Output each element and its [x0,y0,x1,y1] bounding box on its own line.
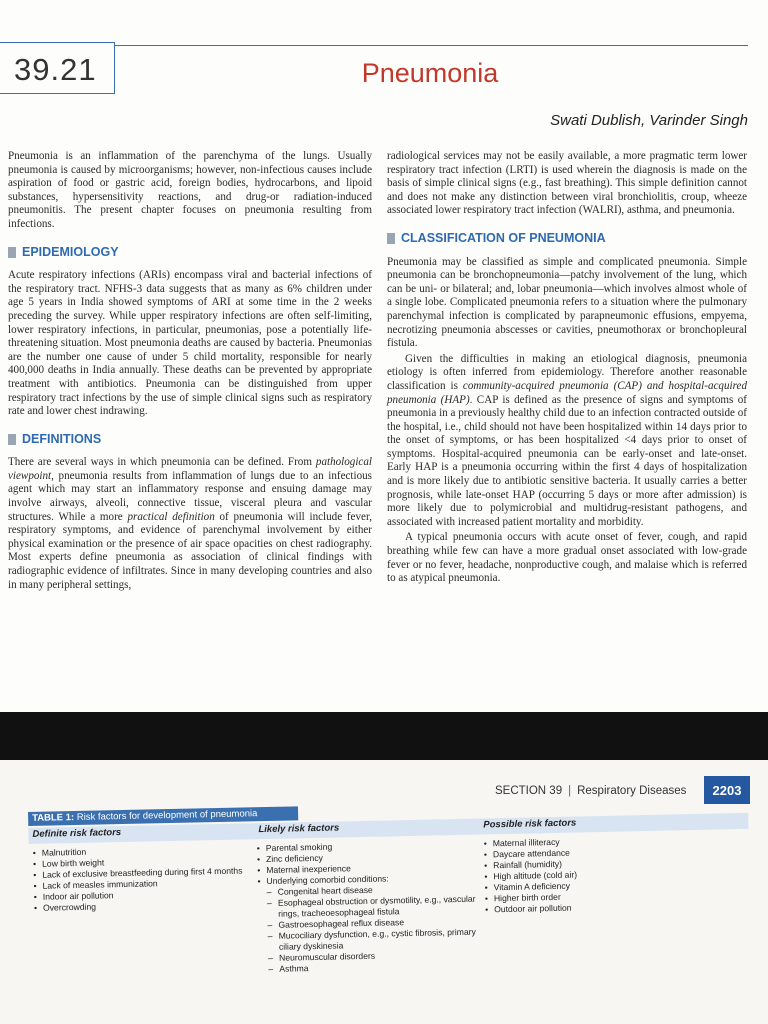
list-item: • Daycare attendance [484,845,684,860]
classification-heading: CLASSIFICATION OF PNEUMONIA [387,232,747,246]
list-item: • Vitamin A deficiency [485,878,685,893]
chapter-authors: Swati Dublish, Varinder Singh [550,112,748,129]
likely-factors-list [257,839,480,976]
chapter-title: Pneumonia [361,58,499,88]
sub-list-item: – Gastroesophageal reflux disease [258,916,478,932]
continued-paragraph: radiological services may not be easily available, a more pragmatic term lower respiratory tract infection (LRTI) is used wherein the diagnosis is made on the basis of simple clinical signs (e.g., fast breathing). This simple definition cannot and does not make any distinction between viral bronchiolitis, croup, wheeze associated lower respiratory tract infection (WALRI), asthma, and pneumonia. [387,150,747,217]
table-header-definite: Definite risk factors [32,827,122,840]
classification-paragraph-2: Given the difficulties in making an etiological diagnosis, pneumonia etiology is often inferred from epidemiology. Therefore another reasonable classification is community-acquired pneumonia (CAP) and hospital-acquired pneumonia (HAP). CAP is defined as the presence of signs and symptoms of pneumonia in a previously healthy child due to an infection contracted outside of the hospital, i.e., child should not have been hospitalized within 14 days prior to the onset of symptoms, or has been hospitalized <4 days prior to onset of symptoms. Hospital-acquired pneumonia can be early-onset and late-onset. Early HAP is a pneumonia occurring within the first 4 days of hospitalization and is more likely due to antibiotic sensitive bacteria. It usually carries a better prognosis, while late-onset HAP (occurring 5 days or more after admission) is more likely due to polymicrobial and multidrug-resistant pathogens, and associated with increased patient mortality and morbidity. [387,352,747,528]
classification-paragraph-1: Pneumonia may be classified as simple and complicated pneumonia. Simple pneumonia can be bronchopneumonia—patchy involvement of the lung, which can be uni- or bilateral; and, lobar pneumonia—which involves almost whole of a single lobe. Complicated pneumonia refers to a situation where the pulmonary parenchymal infection is complicated by parapneumonic effusions, empyema, necrotizing pneumonia abscesses or cavities, pneumothorax or bronchopleural fistula. [387,255,747,350]
list-item: • Underlying comorbid conditions: [257,872,477,888]
list-item: • Lack of exclusive breastfeeding during first 4 months [33,866,243,881]
list-item: • Overcrowding [34,898,244,913]
list-item: • Outdoor air pollution [485,900,685,915]
list-item: • Zinc deficiency [257,850,477,866]
heading-marker-icon [8,247,16,258]
risk-factors-table [28,797,752,1024]
sub-list-item: – Congenital heart disease [258,883,478,899]
definitions-paragraph: There are several ways in which pneumonia can be defined. From pathological viewpoint, pneumonia results from inflammation of lungs due to an infectious agent which may start an inflammatory response and ensuing damage may involve airways, alveoli, connective tissue, visceral pleura and vascular structures. While a more practical definition of pneumonia will include fever, respiratory symptoms, and evidence of parenchymal involvement by either physical examination or the presence of air space opacities on chest radiography. Most experts define pneumonia as association of clinical findings with radiographic evidence of infiltrates. Since in many developing countries and also in many peripheral settings, [8,456,372,591]
header-rule [115,45,748,46]
table-header-likely: Likely risk factors [258,822,340,836]
right-column [387,150,747,588]
list-item: • Maternal inexperience [257,861,477,877]
sub-list-item: – Asthma [259,960,479,976]
sub-list-item: – Mucociliary dysfunction, e.g., cystic fibrosis, primary ciliary dyskinesia [259,927,479,954]
definite-factors-list [33,844,244,914]
heading-marker-icon [387,233,395,244]
sub-list-item: – Neuromuscular disorders [259,949,479,965]
page-gap [0,712,768,760]
sub-list-item: – Esophageal obstruction or dysmotility, e.g., vascular rings, tracheoesophageal fistula [258,894,478,921]
list-item: • Parental smoking [257,839,477,855]
intro-paragraph: Pneumonia is an inflammation of the parenchyma of the lungs. Usually pneumonia is caused by microorganisms; however, non-infectious causes include aspiration of food or gastric acid, foreign bodies, hydrocarbons, and lipoid substances, hypersensitivity reactions, and drug-or radiation-induced pneumonitis. The present chapter focuses on pneumonia resulting from infections. [8,150,372,230]
classification-paragraph-3: A typical pneumonia occurs with acute onset of fever, cough, and rapid breathing while few can have a more gradual onset associated with low-grade fever or no fever, headache, nonproductive cough, and malaise which is referred to as atypical pneumonia. [387,531,747,585]
list-item: • Rainfall (humidity) [484,856,684,871]
left-column [8,150,372,594]
heading-marker-icon [8,434,16,445]
section-footer: SECTION 39 | Respiratory Diseases [495,785,687,797]
definitions-heading: DEFINITIONS [8,433,372,447]
list-item: • Low birth weight [33,855,243,870]
list-item: • Indoor air pollution [34,888,244,903]
list-item: • Maternal illiteracy [484,834,684,849]
list-item: • Malnutrition [33,844,243,859]
list-item: • High altitude (cold air) [484,867,684,882]
epidemiology-heading: EPIDEMIOLOGY [8,246,372,260]
epidemiology-paragraph: Acute respiratory infections (ARIs) encompass viral and bacterial infections of the respiratory tract. NFHS-3 data suggests that as many as 6% children under age 5 years in India showed symptoms of ARI at some time in the 2 weeks preceding the survey. While upper respiratory infections are often self-limiting, lower respiratory infections, in particular, pneumonias, pose a potentially life-threatening situation. Most pneumonia deaths are caused by bacteria. Pneumonias are the number one cause of under 5 child mortality, responsible for nearly 400,000 deaths in India annually. These deaths can be prevented by appropriate treatment with antibiotics. Pneumonia can be distinguished from upper respiratory tract infections by the use of simple clinical signs such as respiratory rate and lower chest indrawing. [8,269,372,418]
chapter-number: 39.21 [14,52,97,87]
list-item: • Lack of measles immunization [33,877,243,892]
page-number: 2203 [704,776,750,804]
list-item: • Higher birth order [485,889,685,904]
table-caption: TABLE 1: Risk factors for development of pneumonia [28,806,298,826]
possible-factors-list [484,834,686,915]
table-header-possible: Possible risk factors [483,817,577,831]
